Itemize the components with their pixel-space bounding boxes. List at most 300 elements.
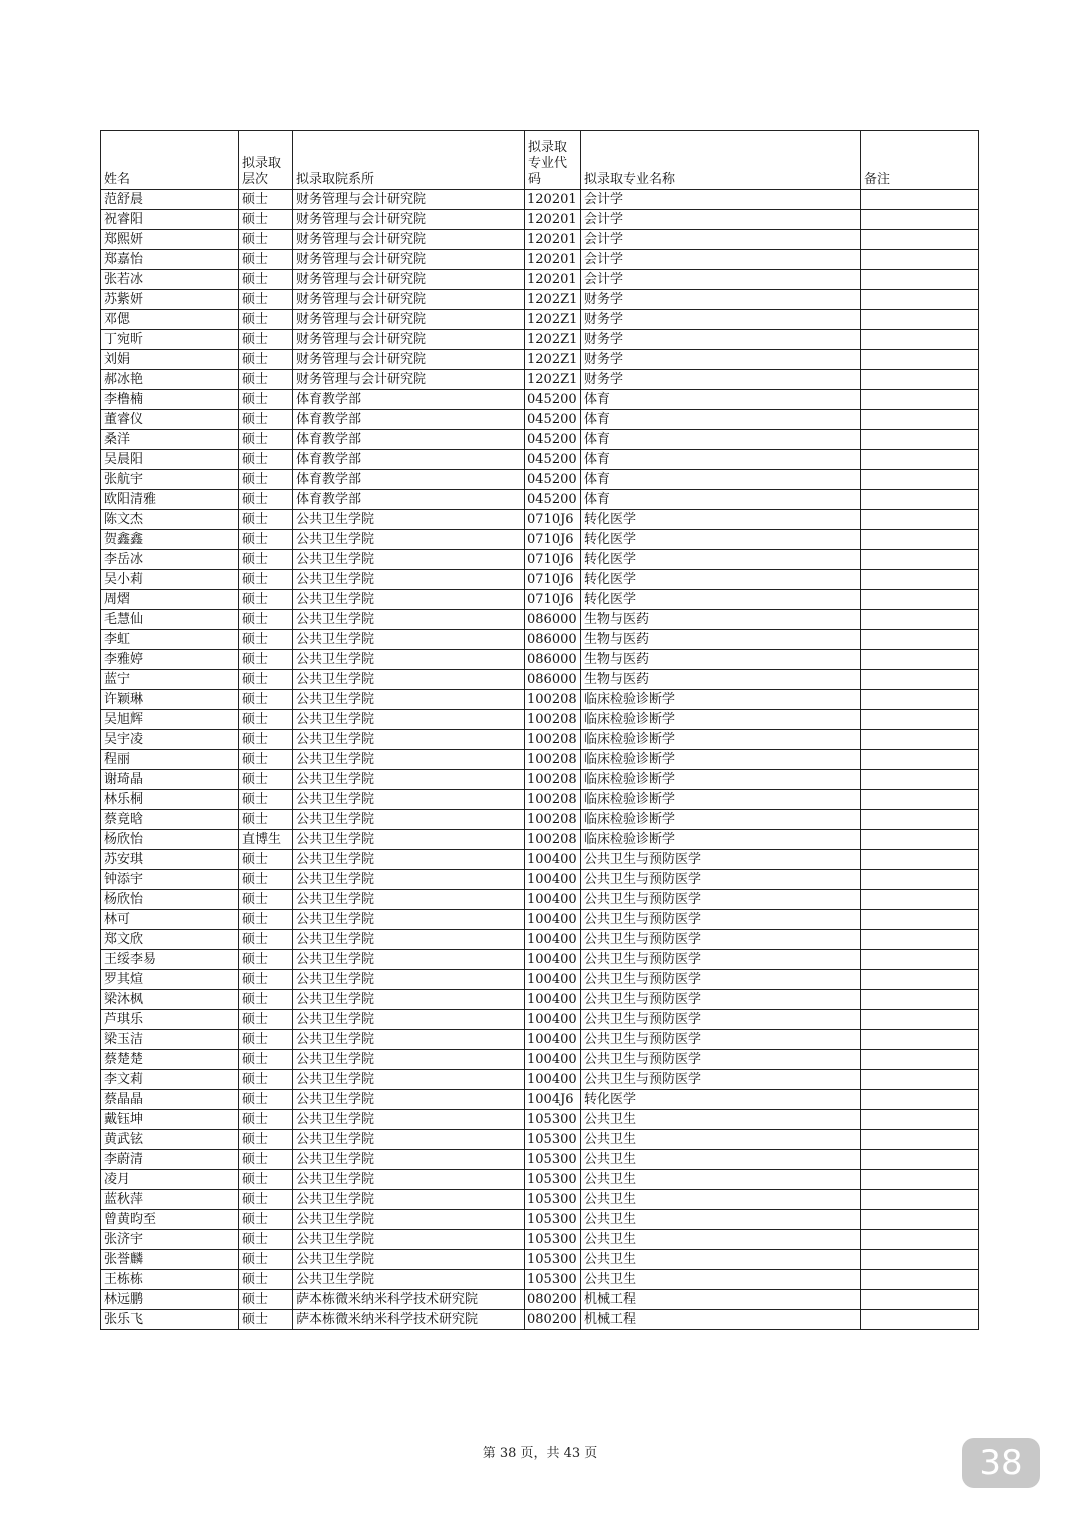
cell-remarks — [861, 1050, 979, 1070]
cell-department: 财务管理与会计研究院 — [293, 190, 525, 210]
header-major-code: 拟录取专业代码 — [525, 131, 581, 190]
cell-name: 蔡晶晶 — [101, 1090, 239, 1110]
cell-department: 体育教学部 — [293, 410, 525, 430]
table-row — [101, 610, 979, 630]
table-row — [101, 270, 979, 290]
table-row — [101, 730, 979, 750]
cell-major-name: 转化医学 — [581, 570, 861, 590]
cell-major-name: 公共卫生 — [581, 1190, 861, 1210]
table-body — [101, 190, 979, 1330]
cell-major-code: 0710J6 — [525, 590, 581, 610]
cell-level: 硕士 — [239, 410, 293, 430]
cell-major-code: 045200 — [525, 470, 581, 490]
cell-remarks — [861, 550, 979, 570]
cell-remarks — [861, 470, 979, 490]
cell-department: 公共卫生学院 — [293, 790, 525, 810]
cell-department: 公共卫生学院 — [293, 870, 525, 890]
cell-major-code: 100400 — [525, 970, 581, 990]
table-row — [101, 1310, 979, 1330]
cell-remarks — [861, 590, 979, 610]
cell-major-name: 公共卫生 — [581, 1230, 861, 1250]
cell-major-name: 临床检验诊断学 — [581, 750, 861, 770]
cell-name: 李岳冰 — [101, 550, 239, 570]
cell-major-code: 105300 — [525, 1170, 581, 1190]
cell-remarks — [861, 310, 979, 330]
cell-name: 郑嘉怡 — [101, 250, 239, 270]
cell-department: 公共卫生学院 — [293, 650, 525, 670]
cell-name: 程丽 — [101, 750, 239, 770]
cell-department: 公共卫生学院 — [293, 1190, 525, 1210]
cell-major-name: 生物与医药 — [581, 630, 861, 650]
cell-name: 董睿仪 — [101, 410, 239, 430]
cell-name: 李雅婷 — [101, 650, 239, 670]
cell-department: 体育教学部 — [293, 450, 525, 470]
cell-department: 萨本栋微米纳米科学技术研究院 — [293, 1290, 525, 1310]
cell-major-name: 临床检验诊断学 — [581, 810, 861, 830]
cell-level: 硕士 — [239, 650, 293, 670]
cell-major-name: 临床检验诊断学 — [581, 710, 861, 730]
cell-department: 公共卫生学院 — [293, 510, 525, 530]
table-row — [101, 790, 979, 810]
cell-remarks — [861, 750, 979, 770]
table-row — [101, 530, 979, 550]
cell-level: 硕士 — [239, 850, 293, 870]
cell-remarks — [861, 1210, 979, 1230]
cell-name: 郝冰艳 — [101, 370, 239, 390]
cell-major-name: 生物与医药 — [581, 650, 861, 670]
cell-remarks — [861, 890, 979, 910]
cell-name: 毛慧仙 — [101, 610, 239, 630]
cell-remarks — [861, 1190, 979, 1210]
cell-department: 公共卫生学院 — [293, 1050, 525, 1070]
cell-name: 贺鑫鑫 — [101, 530, 239, 550]
cell-name: 林可 — [101, 910, 239, 930]
table-row — [101, 810, 979, 830]
table-row — [101, 310, 979, 330]
cell-remarks — [861, 730, 979, 750]
cell-level: 硕士 — [239, 610, 293, 630]
cell-major-name: 临床检验诊断学 — [581, 790, 861, 810]
table-row — [101, 1090, 979, 1110]
cell-major-name: 机械工程 — [581, 1290, 861, 1310]
cell-name: 苏安琪 — [101, 850, 239, 870]
cell-major-name: 公共卫生 — [581, 1110, 861, 1130]
table-row — [101, 450, 979, 470]
table-row — [101, 1030, 979, 1050]
cell-name: 凌月 — [101, 1170, 239, 1190]
cell-major-name: 公共卫生 — [581, 1250, 861, 1270]
cell-major-code: 1202Z1 — [525, 370, 581, 390]
cell-major-name: 体育 — [581, 470, 861, 490]
cell-remarks — [861, 1150, 979, 1170]
cell-name: 蓝秋萍 — [101, 1190, 239, 1210]
cell-department: 公共卫生学院 — [293, 1130, 525, 1150]
table-row — [101, 390, 979, 410]
cell-name: 林乐桐 — [101, 790, 239, 810]
cell-remarks — [861, 850, 979, 870]
cell-name: 张誉麟 — [101, 1250, 239, 1270]
cell-remarks — [861, 1030, 979, 1050]
header-level: 拟录取层次 — [239, 131, 293, 190]
cell-level: 硕士 — [239, 570, 293, 590]
cell-major-code: 100400 — [525, 910, 581, 930]
cell-major-name: 体育 — [581, 430, 861, 450]
cell-major-code: 120201 — [525, 270, 581, 290]
cell-department: 体育教学部 — [293, 490, 525, 510]
cell-major-code: 045200 — [525, 490, 581, 510]
cell-name: 李橹楠 — [101, 390, 239, 410]
cell-name: 罗其煊 — [101, 970, 239, 990]
cell-major-code: 100208 — [525, 690, 581, 710]
cell-level: 硕士 — [239, 970, 293, 990]
table-row — [101, 970, 979, 990]
cell-major-code: 105300 — [525, 1190, 581, 1210]
admission-table — [100, 130, 979, 1330]
cell-name: 李蔚清 — [101, 1150, 239, 1170]
cell-remarks — [861, 410, 979, 430]
cell-department: 公共卫生学院 — [293, 850, 525, 870]
cell-major-name: 体育 — [581, 410, 861, 430]
table-row — [101, 230, 979, 250]
cell-name: 苏紫妍 — [101, 290, 239, 310]
cell-major-code: 045200 — [525, 390, 581, 410]
cell-major-name: 财务学 — [581, 330, 861, 350]
cell-level: 硕士 — [239, 770, 293, 790]
cell-remarks — [861, 710, 979, 730]
cell-name: 蔡楚楚 — [101, 1050, 239, 1070]
cell-major-code: 100400 — [525, 930, 581, 950]
table-row — [101, 670, 979, 690]
cell-department: 公共卫生学院 — [293, 990, 525, 1010]
header-department: 拟录取院系所 — [293, 131, 525, 190]
cell-department: 财务管理与会计研究院 — [293, 210, 525, 230]
cell-level: 硕士 — [239, 590, 293, 610]
cell-remarks — [861, 970, 979, 990]
cell-name: 王栋栋 — [101, 1270, 239, 1290]
cell-major-name: 体育 — [581, 390, 861, 410]
cell-major-code: 120201 — [525, 190, 581, 210]
cell-major-code: 100208 — [525, 770, 581, 790]
cell-remarks — [861, 1170, 979, 1190]
cell-name: 蓝宁 — [101, 670, 239, 690]
cell-major-code: 045200 — [525, 410, 581, 430]
cell-remarks — [861, 570, 979, 590]
cell-name: 许颖琳 — [101, 690, 239, 710]
cell-level: 硕士 — [239, 1310, 293, 1330]
cell-remarks — [861, 810, 979, 830]
cell-remarks — [861, 430, 979, 450]
cell-major-code: 120201 — [525, 250, 581, 270]
cell-major-name: 会计学 — [581, 250, 861, 270]
cell-major-code: 120201 — [525, 210, 581, 230]
cell-level: 硕士 — [239, 1130, 293, 1150]
cell-major-code: 105300 — [525, 1250, 581, 1270]
cell-major-code: 100400 — [525, 1050, 581, 1070]
cell-major-code: 100208 — [525, 710, 581, 730]
cell-remarks — [861, 390, 979, 410]
cell-major-name: 财务学 — [581, 290, 861, 310]
cell-level: 硕士 — [239, 710, 293, 730]
cell-level: 硕士 — [239, 930, 293, 950]
table-row — [101, 690, 979, 710]
cell-name: 刘娟 — [101, 350, 239, 370]
cell-major-name: 公共卫生与预防医学 — [581, 910, 861, 930]
cell-name: 蔡竟晗 — [101, 810, 239, 830]
cell-department: 公共卫生学院 — [293, 550, 525, 570]
cell-department: 公共卫生学院 — [293, 910, 525, 930]
cell-major-code: 086000 — [525, 670, 581, 690]
table-row — [101, 650, 979, 670]
cell-level: 硕士 — [239, 1050, 293, 1070]
table-row — [101, 910, 979, 930]
cell-major-name: 公共卫生与预防医学 — [581, 990, 861, 1010]
cell-level: 硕士 — [239, 350, 293, 370]
cell-department: 公共卫生学院 — [293, 1250, 525, 1270]
cell-major-name: 公共卫生与预防医学 — [581, 970, 861, 990]
cell-department: 公共卫生学院 — [293, 1150, 525, 1170]
cell-major-code: 100400 — [525, 1070, 581, 1090]
cell-level: 硕士 — [239, 1070, 293, 1090]
cell-level: 硕士 — [239, 450, 293, 470]
table-row — [101, 850, 979, 870]
cell-major-name: 公共卫生 — [581, 1150, 861, 1170]
cell-major-code: 105300 — [525, 1270, 581, 1290]
table-row — [101, 950, 979, 970]
cell-major-name: 临床检验诊断学 — [581, 770, 861, 790]
cell-level: 硕士 — [239, 870, 293, 890]
cell-remarks — [861, 950, 979, 970]
table-row — [101, 570, 979, 590]
table-row — [101, 490, 979, 510]
cell-remarks — [861, 670, 979, 690]
cell-department: 财务管理与会计研究院 — [293, 290, 525, 310]
cell-department: 公共卫生学院 — [293, 630, 525, 650]
cell-level: 硕士 — [239, 370, 293, 390]
cell-department: 公共卫生学院 — [293, 1030, 525, 1050]
cell-department: 公共卫生学院 — [293, 1070, 525, 1090]
cell-level: 硕士 — [239, 1030, 293, 1050]
cell-level: 硕士 — [239, 470, 293, 490]
cell-department: 公共卫生学院 — [293, 1110, 525, 1130]
cell-major-code: 100400 — [525, 1030, 581, 1050]
cell-level: 硕士 — [239, 250, 293, 270]
cell-department: 公共卫生学院 — [293, 590, 525, 610]
cell-remarks — [861, 990, 979, 1010]
cell-major-name: 公共卫生 — [581, 1210, 861, 1230]
table-row — [101, 430, 979, 450]
cell-department: 公共卫生学院 — [293, 1230, 525, 1250]
cell-department: 公共卫生学院 — [293, 1210, 525, 1230]
cell-remarks — [861, 770, 979, 790]
table-row — [101, 1050, 979, 1070]
cell-name: 丁宛昕 — [101, 330, 239, 350]
cell-major-name: 生物与医药 — [581, 670, 861, 690]
cell-remarks — [861, 1130, 979, 1150]
cell-major-code: 100400 — [525, 990, 581, 1010]
table-row — [101, 750, 979, 770]
cell-department: 财务管理与会计研究院 — [293, 370, 525, 390]
table-row — [101, 190, 979, 210]
cell-major-name: 公共卫生与预防医学 — [581, 930, 861, 950]
cell-level: 硕士 — [239, 310, 293, 330]
cell-department: 财务管理与会计研究院 — [293, 250, 525, 270]
table-row — [101, 1010, 979, 1030]
cell-level: 硕士 — [239, 630, 293, 650]
cell-major-code: 086000 — [525, 630, 581, 650]
table-row — [101, 1270, 979, 1290]
cell-remarks — [861, 530, 979, 550]
table-row — [101, 890, 979, 910]
cell-level: 硕士 — [239, 890, 293, 910]
table-row — [101, 470, 979, 490]
cell-name: 林远鹏 — [101, 1290, 239, 1310]
table-row — [101, 1170, 979, 1190]
cell-remarks — [861, 350, 979, 370]
cell-department: 公共卫生学院 — [293, 1170, 525, 1190]
cell-level: 硕士 — [239, 1230, 293, 1250]
cell-name: 郑文欣 — [101, 930, 239, 950]
cell-major-name: 公共卫生 — [581, 1170, 861, 1190]
table-row — [101, 1290, 979, 1310]
header-major-name: 拟录取专业名称 — [581, 131, 861, 190]
cell-name: 杨欣怡 — [101, 830, 239, 850]
cell-name: 梁玉洁 — [101, 1030, 239, 1050]
cell-name: 邓偲 — [101, 310, 239, 330]
cell-major-name: 转化医学 — [581, 1090, 861, 1110]
cell-remarks — [861, 870, 979, 890]
cell-department: 财务管理与会计研究院 — [293, 270, 525, 290]
cell-level: 硕士 — [239, 750, 293, 770]
cell-name: 张航宇 — [101, 470, 239, 490]
cell-major-name: 会计学 — [581, 270, 861, 290]
table-row — [101, 590, 979, 610]
cell-major-code: 0710J6 — [525, 510, 581, 530]
cell-level: 硕士 — [239, 1110, 293, 1130]
cell-remarks — [861, 290, 979, 310]
cell-level: 硕士 — [239, 190, 293, 210]
table-row — [101, 1250, 979, 1270]
cell-remarks — [861, 1070, 979, 1090]
table-row — [101, 210, 979, 230]
cell-department: 公共卫生学院 — [293, 1010, 525, 1030]
table-row — [101, 770, 979, 790]
cell-department: 公共卫生学院 — [293, 750, 525, 770]
cell-remarks — [861, 510, 979, 530]
cell-level: 硕士 — [239, 1250, 293, 1270]
table-row — [101, 410, 979, 430]
table-row — [101, 990, 979, 1010]
table-row — [101, 630, 979, 650]
cell-level: 硕士 — [239, 1290, 293, 1310]
cell-department: 财务管理与会计研究院 — [293, 310, 525, 330]
cell-major-code: 100400 — [525, 890, 581, 910]
cell-level: 硕士 — [239, 1190, 293, 1210]
cell-name: 范舒晨 — [101, 190, 239, 210]
cell-major-code: 1202Z1 — [525, 350, 581, 370]
cell-major-name: 财务学 — [581, 310, 861, 330]
cell-department: 公共卫生学院 — [293, 890, 525, 910]
cell-level: 硕士 — [239, 1010, 293, 1030]
cell-name: 欧阳清雅 — [101, 490, 239, 510]
table-row — [101, 510, 979, 530]
cell-major-code: 0710J6 — [525, 550, 581, 570]
cell-major-name: 生物与医药 — [581, 610, 861, 630]
cell-major-code: 1202Z1 — [525, 330, 581, 350]
cell-department: 公共卫生学院 — [293, 670, 525, 690]
cell-major-name: 转化医学 — [581, 530, 861, 550]
table-row — [101, 290, 979, 310]
cell-level: 硕士 — [239, 1210, 293, 1230]
cell-remarks — [861, 910, 979, 930]
cell-major-name: 公共卫生与预防医学 — [581, 870, 861, 890]
cell-name: 曾黄昀至 — [101, 1210, 239, 1230]
cell-level: 硕士 — [239, 530, 293, 550]
cell-level: 硕士 — [239, 810, 293, 830]
cell-major-code: 1004J6 — [525, 1090, 581, 1110]
cell-level: 硕士 — [239, 550, 293, 570]
cell-name: 桑洋 — [101, 430, 239, 450]
cell-name: 杨欣怡 — [101, 890, 239, 910]
cell-major-name: 转化医学 — [581, 590, 861, 610]
cell-name: 张乐飞 — [101, 1310, 239, 1330]
cell-level: 硕士 — [239, 950, 293, 970]
cell-major-name: 会计学 — [581, 210, 861, 230]
table-row — [101, 870, 979, 890]
cell-name: 芦琪乐 — [101, 1010, 239, 1030]
cell-level: 硕士 — [239, 270, 293, 290]
cell-major-code: 100208 — [525, 810, 581, 830]
cell-major-code: 100208 — [525, 790, 581, 810]
cell-remarks — [861, 930, 979, 950]
cell-level: 硕士 — [239, 290, 293, 310]
table-header-row — [101, 131, 979, 190]
cell-major-code: 105300 — [525, 1110, 581, 1130]
cell-department: 财务管理与会计研究院 — [293, 350, 525, 370]
cell-department: 财务管理与会计研究院 — [293, 230, 525, 250]
cell-level: 硕士 — [239, 430, 293, 450]
cell-major-name: 财务学 — [581, 350, 861, 370]
cell-remarks — [861, 1290, 979, 1310]
table-row — [101, 370, 979, 390]
cell-name: 王绥李易 — [101, 950, 239, 970]
cell-remarks — [861, 370, 979, 390]
table-row — [101, 1190, 979, 1210]
table-row — [101, 1210, 979, 1230]
cell-name: 吴晨阳 — [101, 450, 239, 470]
page-footer: 第 38 页，共 43 页 — [482, 1446, 598, 1461]
cell-major-code: 0710J6 — [525, 530, 581, 550]
cell-level: 硕士 — [239, 670, 293, 690]
cell-major-code: 100400 — [525, 850, 581, 870]
cell-department: 公共卫生学院 — [293, 570, 525, 590]
cell-major-name: 体育 — [581, 490, 861, 510]
cell-level: 硕士 — [239, 490, 293, 510]
cell-major-code: 080200 — [525, 1310, 581, 1330]
cell-major-code: 045200 — [525, 430, 581, 450]
cell-major-name: 公共卫生 — [581, 1270, 861, 1290]
cell-major-code: 100208 — [525, 750, 581, 770]
cell-major-code: 120201 — [525, 230, 581, 250]
table-row — [101, 330, 979, 350]
table-row — [101, 550, 979, 570]
cell-level: 硕士 — [239, 990, 293, 1010]
cell-remarks — [861, 1270, 979, 1290]
cell-department: 财务管理与会计研究院 — [293, 330, 525, 350]
cell-remarks — [861, 450, 979, 470]
cell-remarks — [861, 250, 979, 270]
cell-department: 公共卫生学院 — [293, 1270, 525, 1290]
cell-major-code: 100208 — [525, 730, 581, 750]
